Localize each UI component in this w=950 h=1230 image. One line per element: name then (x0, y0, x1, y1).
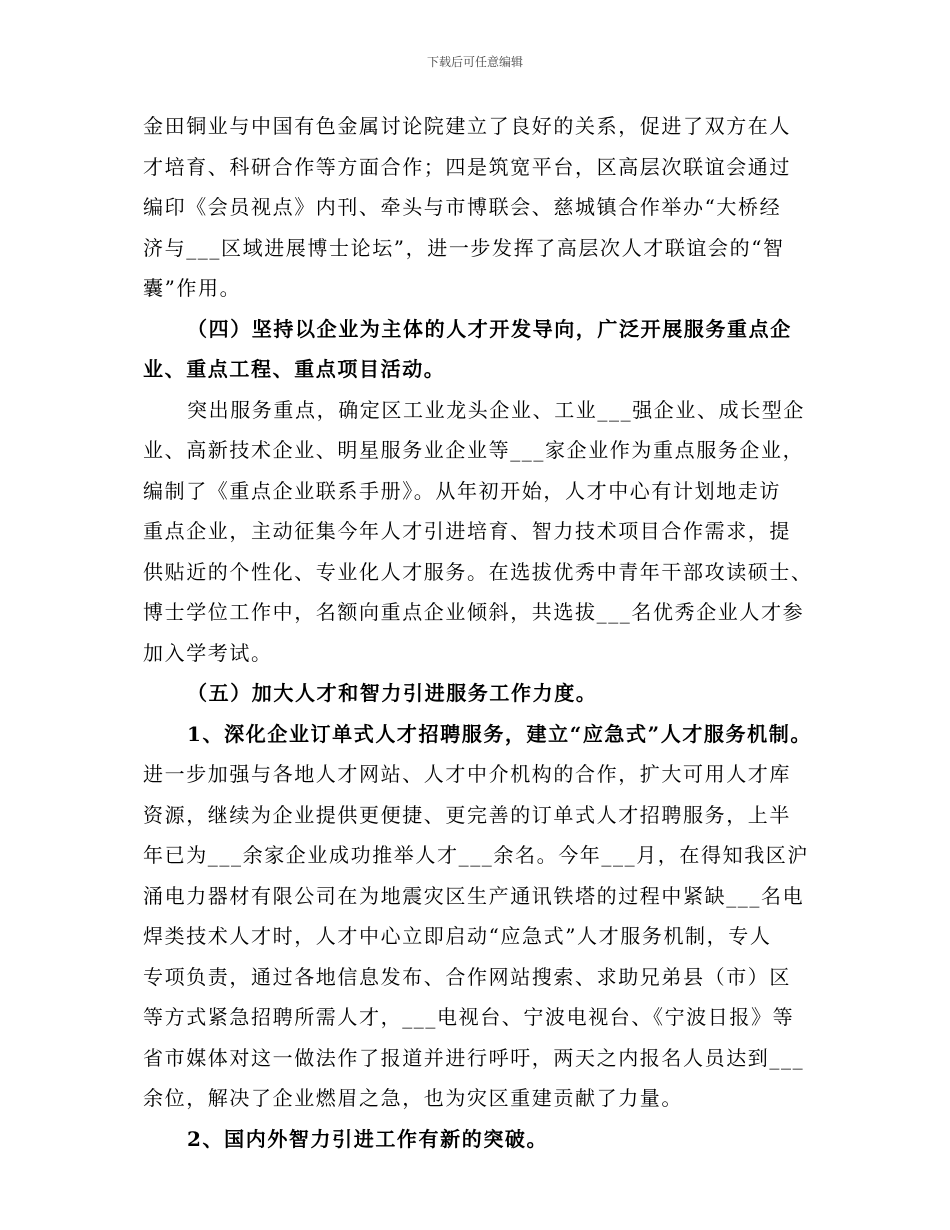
text-line: 年已为___余家企业成功推举人才___余名。今年___月，在得知我区沪 (143, 843, 809, 867)
section-heading: （四）坚持以企业为主体的人才开发导向，广泛开展服务重点企 (187, 316, 792, 341)
text-line: 重点企业，主动征集今年人才引进培育、智力技术项目合作需求，提 (143, 519, 791, 543)
text-line: 专项负责，通过各地信息发布、合作网站搜索、求助兄弟县（市）区 (143, 964, 791, 989)
text-line: 余位，解决了企业燃眉之急，也为灾区重建贡献了力量。 (143, 1086, 683, 1110)
text-line: 焊类技术人才时，人才中心立即启动“应急式”人才服务机制，专人 (143, 924, 772, 948)
section-heading: （五）加大人才和智力引进服务工作力度。 (187, 681, 598, 705)
subsection-heading: 2、国内外智力引进工作有新的突破。 (187, 1126, 549, 1151)
text-line: 资源，继续为企业提供更便捷、更完善的订单式人才招聘服务，上半 (143, 802, 791, 827)
text-line: 加入学考试。 (143, 640, 273, 665)
text-line: 博士学位工作中，名额向重点企业倾斜，共选拔___名优秀企业人才参 (143, 600, 805, 624)
subsection-heading: 1、深化企业订单式人才招聘服务，建立“应急式”人才服务机制。 (187, 721, 812, 746)
document-body (143, 106, 827, 1159)
text-line: 才培育、科研合作等方面合作；四是筑宽平台，区高层次联谊会通过 (143, 154, 791, 179)
text-line: 突出服务重点，确定区工业龙头企业、工业___强企业、成长型企 (187, 397, 805, 422)
section-heading: 业、重点工程、重点项目活动。 (143, 357, 446, 381)
text-line: 济与___区域进展博士论坛”，进一步发挥了高层次人才联谊会的“智 (143, 235, 785, 260)
text-line: 进一步加强与各地人才网站、人才中介机构的合作，扩大可用人才库 (143, 762, 791, 786)
text-line: 囊”作用。 (143, 276, 242, 300)
text-line: 供贴近的个性化、专业化人才服务。在选拔优秀中青年干部攻读硕士、 (143, 559, 813, 584)
text-line: 编制了《重点企业联系手册》。从年初开始，人才中心有计划地走访 (143, 478, 781, 503)
text-line: 金田铜业与中国有色金属讨论院建立了良好的关系，促进了双方在人 (143, 114, 791, 138)
text-line: 省市媒体对这一做法作了报道并进行呼吁，两天之内报名人员达到___ (143, 1045, 805, 1070)
text-line: 业、高新技术企业、明星服务业企业等___家企业作为重点服务企业， (143, 438, 805, 462)
text-line: 等方式紧急招聘所需人才，___电视台、宁波电视台、《宁波日报》等 (143, 1005, 795, 1029)
text-line: 编印《会员视点》内刊、牵头与市博联会、慈城镇合作举办“大桥经 (143, 195, 782, 219)
page-header: 下载后可任意编辑 (426, 55, 523, 69)
text-line: 涌电力器材有限公司在为地震灾区生产通讯铁塔的过程中紧缺___名电 (143, 883, 805, 908)
